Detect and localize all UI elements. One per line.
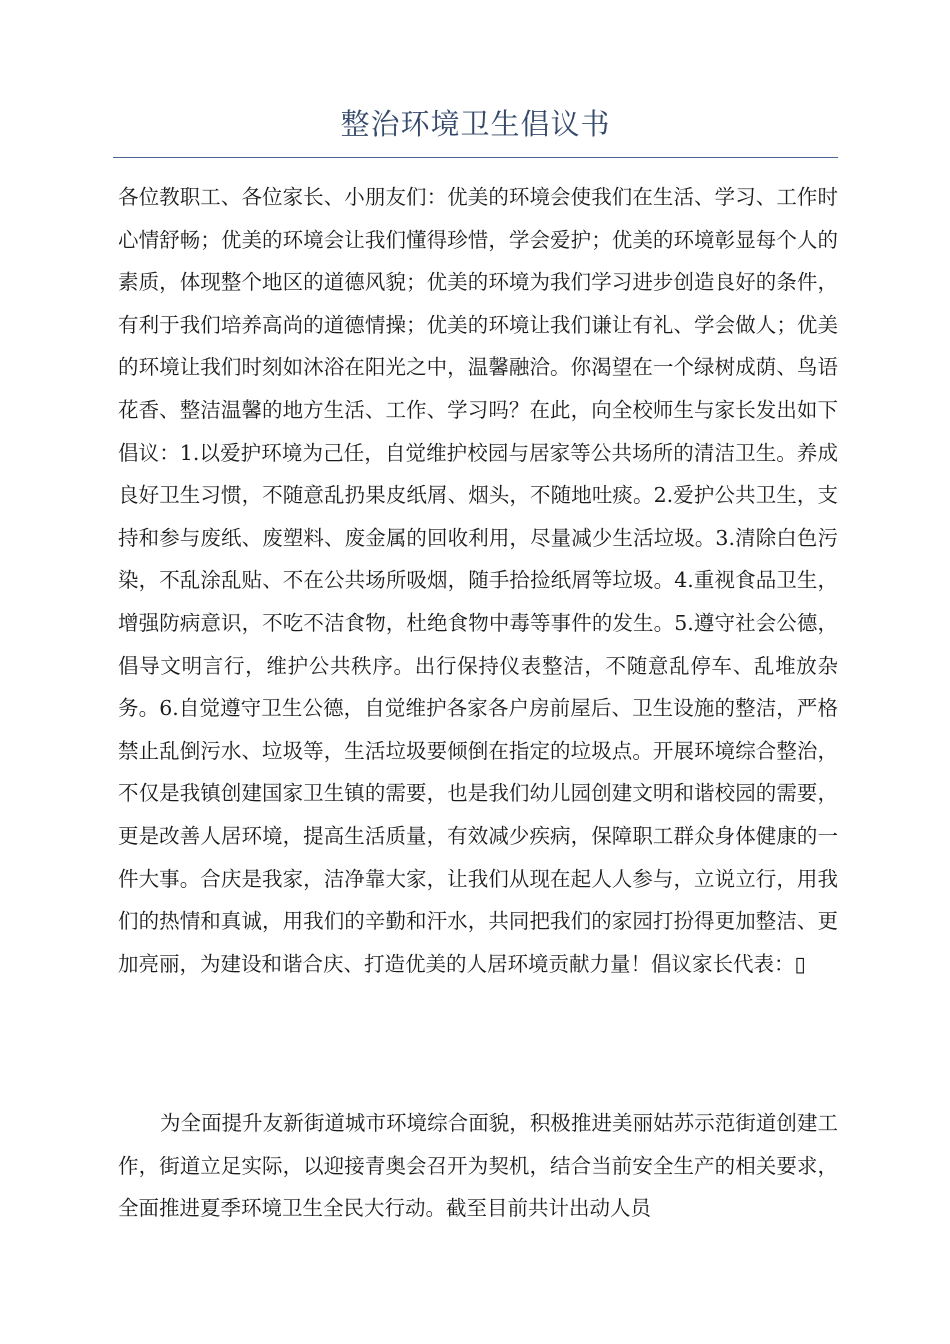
- paragraph-street-report: 为全面提升友新街道城市环境综合面貌，积极推进美丽姑苏示范街道创建工作，街道立足实际，以迎接青奥会召开为契机，结合当前安全生产的相关要求，全面推进夏季环境卫生全民大行动。截至目前共计出动人员: [118, 1111, 838, 1221]
- title-divider: [113, 157, 838, 158]
- document-title: 整治环境卫生倡议书: [340, 107, 611, 141]
- paragraph-initiative: 各位教职工、各位家长、小朋友们：优美的环境会使我们在生活、学习、工作时心情舒畅；优美的环境会让我们懂得珍惜，学会爱护；优美的环境彰显每个人的素质，体现整个地区的道德风貌；优美的环境为我们学习进步创造良好的条件，有利于我们培养高尚的道德情操；优美的环境让我们谦让有礼、学会做人；优美的环境让我们时刻如沐浴在阳光之中，温馨融洽。你渴望在一个绿树成荫、鸟语花香、整洁温馨的地方生活、工作、学习吗？在此，向全校师生与家长发出如下倡议：1.以爱护环境为己任，自觉维护校园与居家等公共场所的清洁卫生。养成良好卫生习惯，不随意乱扔果皮纸屑、烟头，不随地吐痰。2.爱护公共卫生，支持和参与废纸、废塑料、废金属的回收利用，尽量减少生活垃圾。3.清除白色污染，不乱涂乱贴、不在公共场所吸烟，随手拾捡纸屑等垃圾。4.重视食品卫生，增强防病意识，不吃不洁食物，杜绝食物中毒等事件的发生。5.遵守社会公德，倡导文明言行，维护公共秩序。出行保持仪表整洁，不随意乱停车、乱堆放杂务。6.自觉遵守卫生公德，自觉维护各家各户房前屋后、卫生设施的整洁，严格禁止乱倒污水、垃圾等，生活垃圾要倾倒在指定的垃圾点。开展环境综合整治，不仅是我镇创建国家卫生镇的需要，也是我们幼儿园创建文明和谐校园的需要，更是改善人居环境，提高生活质量，有效减少疾病，保障职工群众身体健康的一件大事。合庆是我家，洁净靠大家，让我们从现在起人人参与，立说立行，用我们的热情和真诚，用我们的辛勤和汗水，共同把我们的家园打扮得更加整洁、更加亮丽，为建设和谐合庆、打造优美的人居环境贡献力量！倡议家长代表：▯: [118, 185, 838, 976]
